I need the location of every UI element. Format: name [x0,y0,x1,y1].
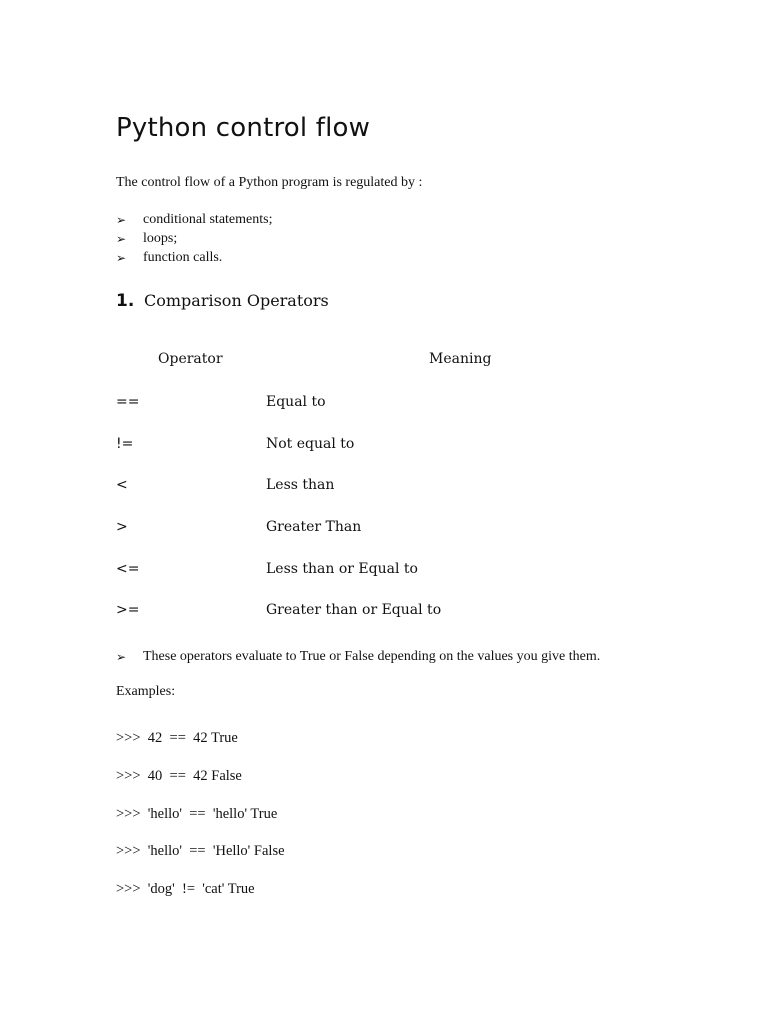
arrow-bullet-icon: ➢ [116,250,127,265]
operator-cell: >= [116,602,140,618]
meaning-cell: Greater Than [266,519,362,535]
example-line: >>> 42 == 42 True [116,730,238,746]
arrow-bullet-icon: ➢ [116,650,127,664]
meaning-cell: Greater than or Equal to [266,602,442,618]
section-heading [116,291,329,311]
intro-paragraph: The control flow of a Python program is regulated by : [116,175,423,190]
meaning-cell: Not equal to [266,436,355,452]
page-title: Python control flow [116,113,371,143]
table-row [116,434,354,454]
operator-cell: > [116,519,128,535]
section-number: 1. [116,291,135,311]
meaning-cell: Equal to [266,394,326,410]
list-item [116,248,272,267]
operator-cell: <= [116,561,140,577]
arrow-bullet-icon: ➢ [116,212,127,227]
table-row [116,600,441,620]
table-row [116,517,361,537]
list-item-text: loops; [143,230,178,246]
example-line: >>> 40 == 42 False [116,768,242,784]
table-row [116,559,418,579]
list-item [116,229,272,248]
control-flow-list [116,210,272,267]
operator-cell: != [116,436,134,452]
meaning-cell: Less than or Equal to [266,561,418,577]
list-item [116,210,272,229]
section-title: Comparison Operators [144,291,329,310]
column-header-operator: Operator [158,351,223,367]
operator-cell: < [116,477,128,493]
table-row [116,392,326,412]
example-line: >>> 'hello' == 'hello' True [116,806,278,822]
arrow-bullet-icon: ➢ [116,231,127,246]
table-row [116,475,334,495]
example-line: >>> 'hello' == 'Hello' False [116,843,285,859]
list-item-text: conditional statements; [143,211,273,227]
examples-label: Examples: [116,684,176,699]
column-header-meaning: Meaning [429,351,492,367]
example-line: >>> 'dog' != 'cat' True [116,881,255,897]
operator-cell: == [116,394,140,410]
list-item-text: function calls. [143,249,223,265]
meaning-cell: Less than [266,477,335,493]
operators-note [116,649,600,665]
note-text: These operators evaluate to True or False depending on the values you give them. [143,649,601,664]
